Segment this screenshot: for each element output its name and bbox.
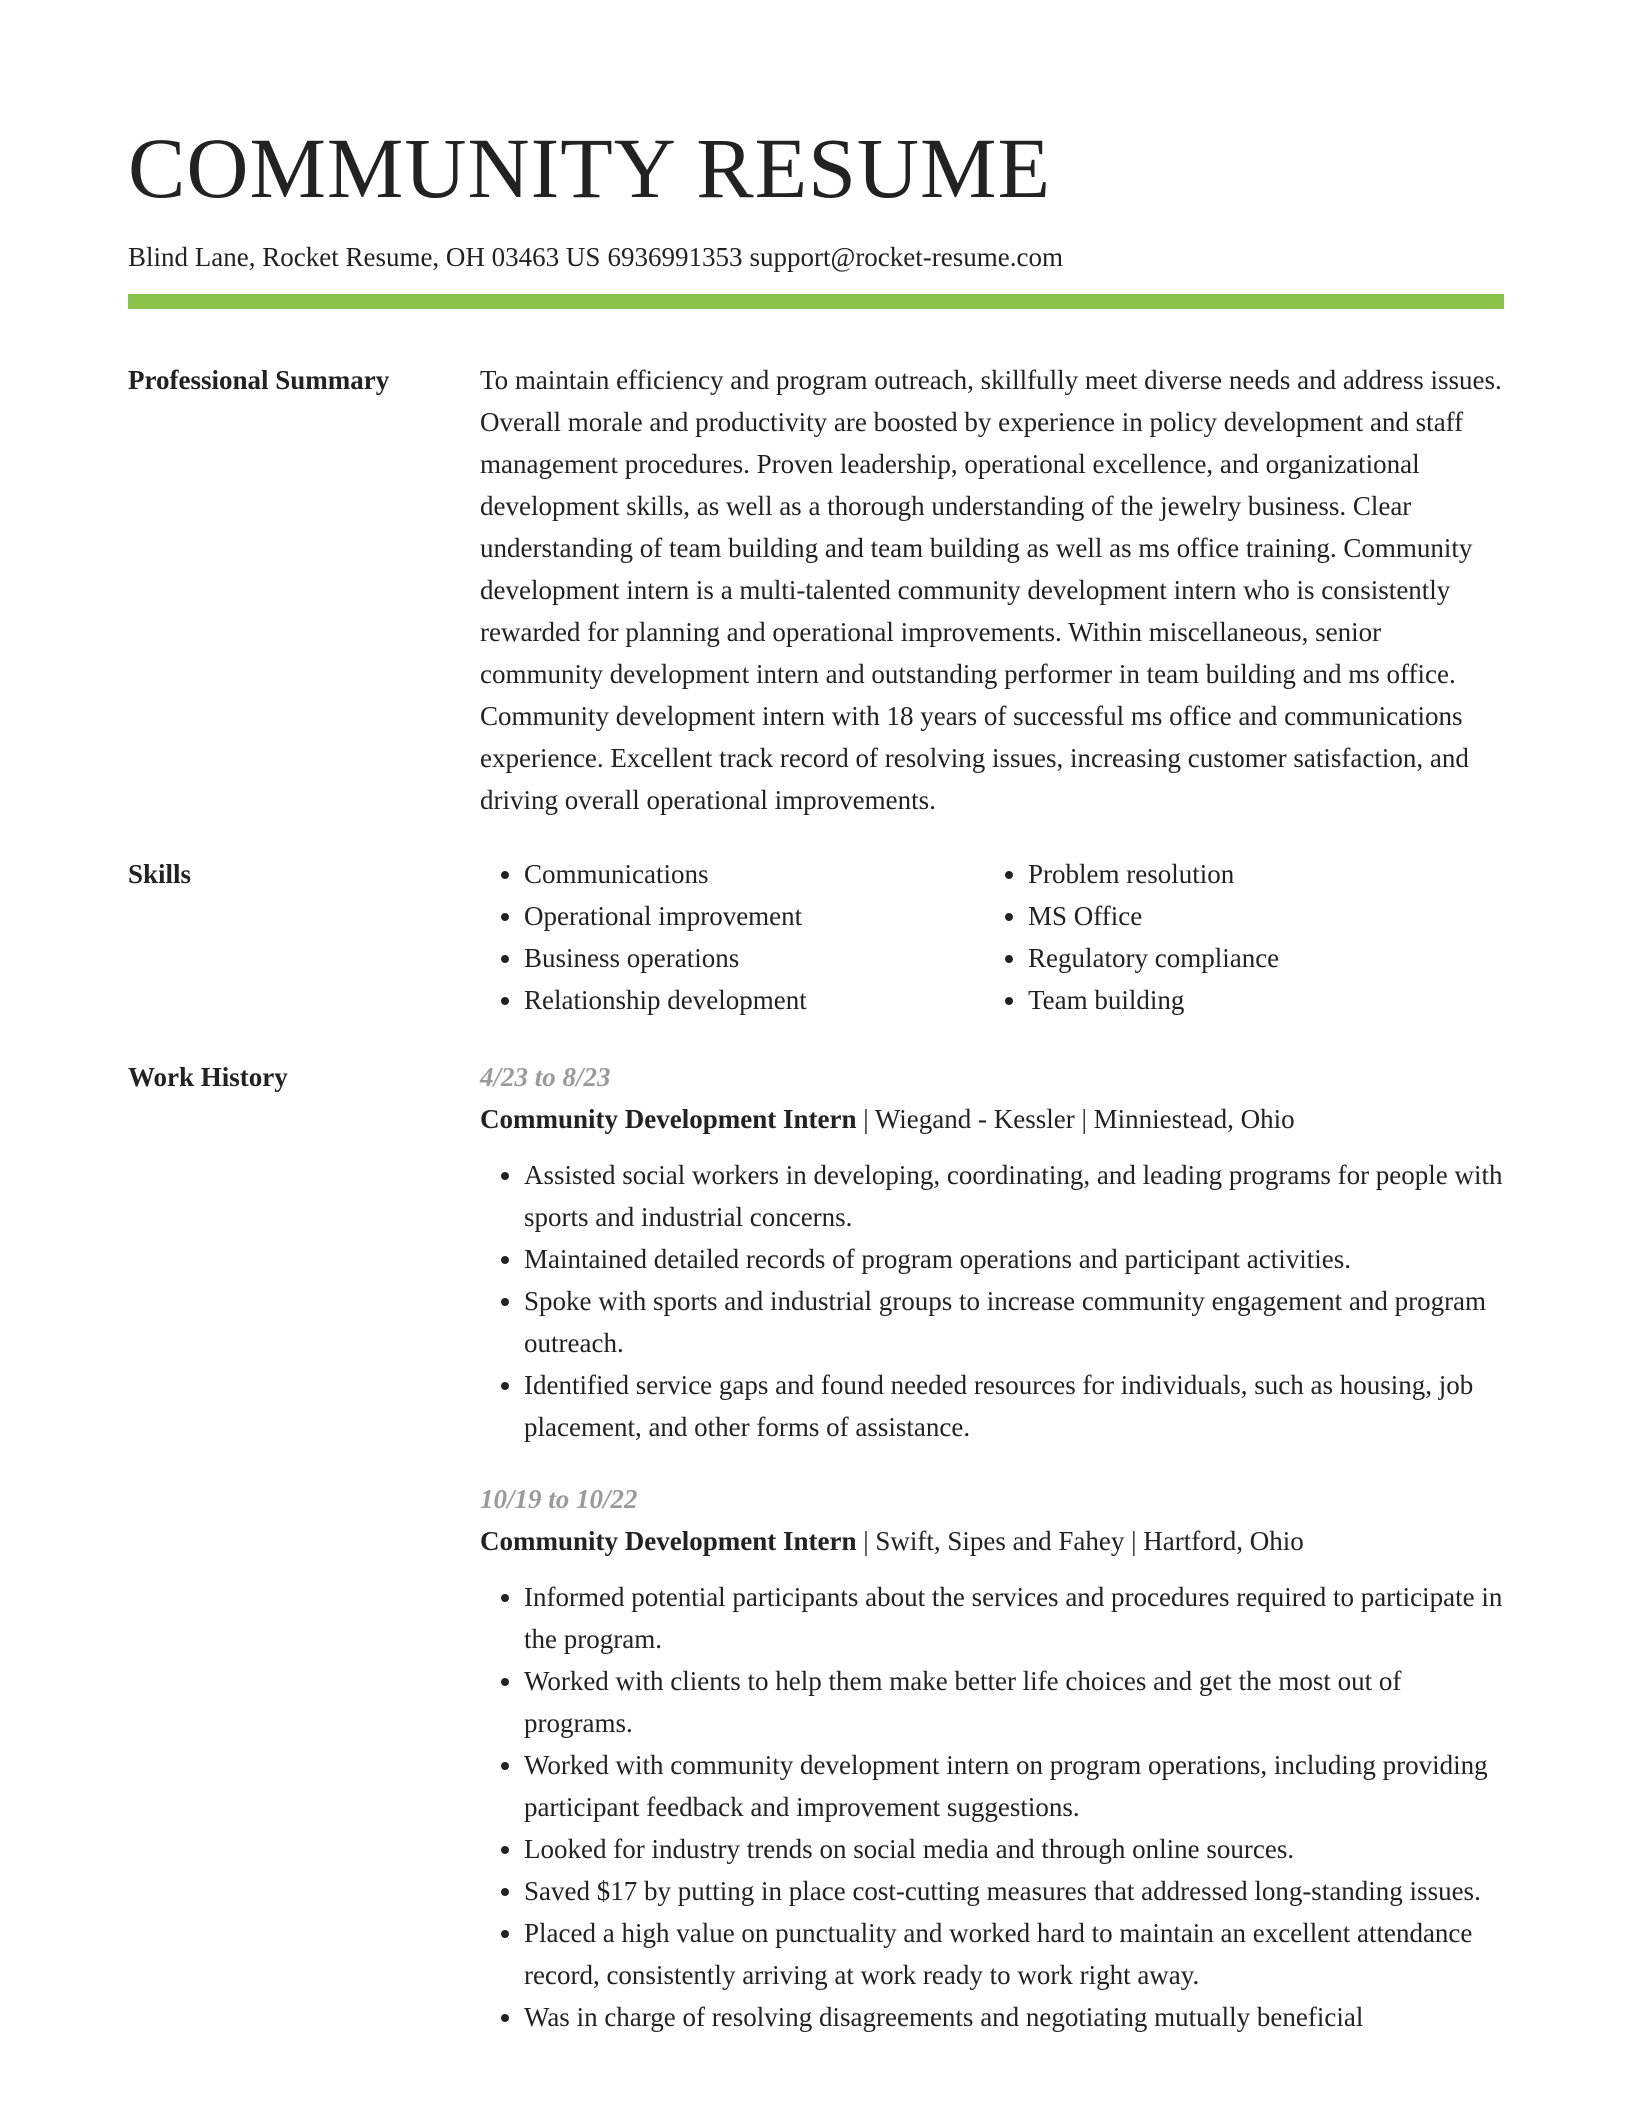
job-bullet: • Saved $17 by putting in place cost-cutting measures that addressed long-standing issues. [524, 1870, 1504, 1912]
job-bullet: • Was in charge of resolving disagreements and negotiating mutually beneficial [524, 1996, 1504, 2038]
job-bullet: • Looked for industry trends on social media and through online sources. [524, 1828, 1504, 1870]
skills-column-left [480, 853, 984, 1021]
contact-address: Blind Lane, Rocket Resume, OH 03463 US [128, 242, 601, 272]
skill-item: • Business operations [524, 937, 984, 979]
skill-item: • Regulatory compliance [1028, 937, 1488, 979]
skill-item: • MS Office [1028, 895, 1488, 937]
job-entry [480, 1478, 1504, 2038]
header-divider [128, 294, 1504, 309]
skill-item: • Team building [1028, 979, 1488, 1021]
job-bullet: • Placed a high value on punctuality and worked hard to maintain an excellent attendance record, consistently arriving at work ready to work right away. [524, 1912, 1504, 1996]
summary-text: To maintain efficiency and program outreach, skillfully meet diverse needs and address issues. Overall morale and productivity are boosted by experience in policy development and staff management procedures. Proven leadership, operational excellence, and organizational development skills, as well as a thorough understanding of the jewelry business. Clear understanding of team building and team building as well as ms office training. Community development intern is a multi-talented community development intern who is consistently rewarded for planning and operational improvements. Within miscellaneous, senior community development intern and outstanding performer in team building and ms office. Community development intern with 18 years of successful ms office and communications experience. Excellent track record of resolving issues, increasing customer satisfaction, and driving overall operational improvements. [480, 365, 1502, 815]
resume-name: COMMUNITY RESUME [128, 120, 1052, 216]
job-bullets [480, 1576, 1504, 2038]
job-bullet: • Worked with clients to help them make better life choices and get the most out of programs. [524, 1660, 1504, 1744]
resume-page [128, 0, 1504, 2038]
summary-heading: Professional Summary [128, 365, 390, 395]
job-title: Community Development Intern [480, 1104, 857, 1134]
job-bullet: • Informed potential participants about the services and procedures required to participate in the program. [524, 1576, 1504, 1660]
skill-item: • Communications [524, 853, 984, 895]
job-dates: 4/23 to 8/23 [480, 1062, 611, 1092]
skills-section [128, 853, 1504, 1021]
skill-item: • Relationship development [524, 979, 984, 1021]
skill-item: • Problem resolution [1028, 853, 1488, 895]
work-history-list [480, 1056, 1504, 2038]
job-heading [480, 1520, 1504, 1562]
contact-email: support@rocket-resume.com [749, 242, 1063, 272]
skill-item: • Operational improvement [524, 895, 984, 937]
job-employer-location: | Swift, Sipes and Fahey | Hartford, Ohio [856, 1526, 1304, 1556]
job-bullet: • Maintained detailed records of program operations and participant activities. [524, 1238, 1504, 1280]
work-history-heading: Work History [128, 1062, 288, 1092]
job-bullet: • Worked with community development intern on program operations, including providing participant feedback and improvement suggestions. [524, 1744, 1504, 1828]
work-history-section [128, 1056, 1504, 2038]
job-bullet: • Spoke with sports and industrial groups to increase community engagement and program outreach. [524, 1280, 1504, 1364]
skills-heading: Skills [128, 859, 192, 889]
job-employer-location: | Wiegand - Kessler | Minniestead, Ohio [856, 1104, 1295, 1134]
job-bullet: • Identified service gaps and found needed resources for individuals, such as housing, job placement, and other forms of assistance. [524, 1364, 1504, 1448]
job-heading [480, 1098, 1504, 1140]
job-entry [480, 1056, 1504, 1448]
skills-column-right [984, 853, 1488, 1021]
summary-section [128, 359, 1504, 821]
skills-list [480, 853, 1504, 1021]
contact-phone: 6936991353 [607, 242, 743, 272]
job-bullets [480, 1154, 1504, 1448]
contact-line [128, 240, 1504, 274]
job-bullet: • Assisted social workers in developing, coordinating, and leading programs for people with sports and industrial concerns. [524, 1154, 1504, 1238]
job-title: Community Development Intern [480, 1526, 857, 1556]
job-dates: 10/19 to 10/22 [480, 1484, 638, 1514]
